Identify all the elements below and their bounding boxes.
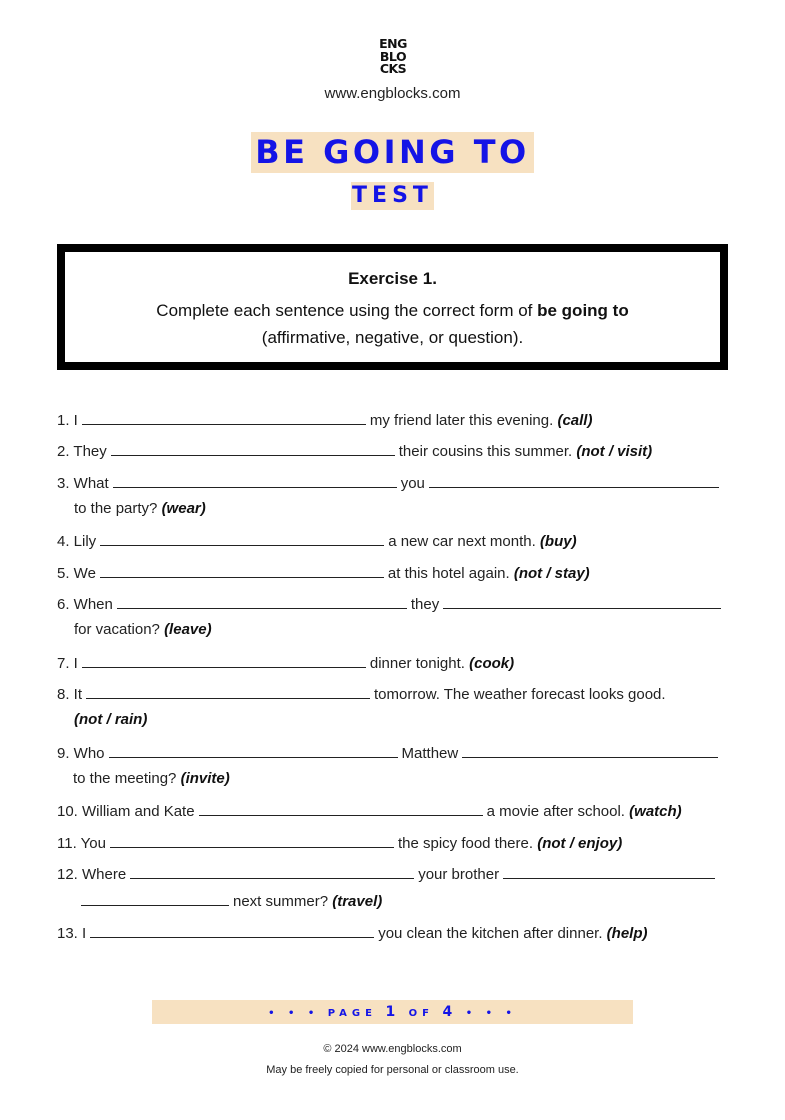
question-text: 4. Lily — [57, 533, 97, 550]
verb-hint: (not / enjoy) — [537, 835, 623, 852]
site-url[interactable]: www.engblocks.com — [324, 85, 461, 102]
answer-blank[interactable] — [110, 833, 394, 848]
logo-line-2: BLO — [379, 48, 407, 64]
answer-blank[interactable] — [429, 473, 719, 488]
question-text: 3. What — [57, 475, 109, 492]
question-text: 1. I — [57, 412, 78, 429]
question-8 — [57, 684, 666, 703]
question-9-continuation — [73, 770, 230, 787]
answer-blank[interactable] — [109, 743, 398, 758]
question-text: 10. William and Kate — [57, 803, 195, 820]
question-2 — [57, 441, 652, 460]
engblocks-logo — [375, 38, 411, 76]
page-dots-right: • • • — [465, 1008, 517, 1019]
verb-hint: (not / visit) — [576, 443, 653, 460]
footer-license: May be freely copied for personal or classroom use. — [266, 1064, 519, 1076]
question-text: a new car next month. — [388, 533, 536, 550]
question-text: to the meeting? — [73, 770, 177, 787]
answer-blank[interactable] — [117, 594, 407, 609]
question-text: you clean the kitchen after dinner. — [378, 925, 603, 942]
answer-blank[interactable] — [100, 531, 384, 546]
instruction-text: Complete each sentence using the correct form of — [156, 301, 538, 320]
question-text: your brother — [418, 866, 500, 883]
answer-blank[interactable] — [113, 473, 397, 488]
question-text: you — [400, 475, 425, 492]
question-10 — [57, 801, 682, 820]
exercise-title: Exercise 1. — [348, 269, 437, 288]
verb-hint: (invite) — [180, 770, 230, 787]
question-text: next summer? — [233, 893, 329, 910]
verb-hint: (watch) — [629, 803, 682, 820]
instruction-bold-text: be going to — [537, 301, 629, 320]
question-text: 13. I — [57, 925, 87, 942]
question-text: 5. We — [57, 565, 96, 582]
question-11 — [57, 833, 622, 852]
question-text: dinner tonight. — [369, 655, 465, 672]
question-text: 9. Who — [57, 745, 105, 762]
answer-blank[interactable] — [443, 594, 721, 609]
logo-line-1: ENG — [379, 36, 407, 51]
verb-hint: (not / stay) — [513, 565, 590, 582]
answer-blank[interactable] — [130, 864, 414, 879]
question-9 — [57, 743, 722, 762]
question-12-continuation — [77, 891, 382, 910]
verb-hint: (travel) — [332, 893, 383, 910]
question-text: a movie after school. — [486, 803, 625, 820]
question-7 — [57, 653, 514, 672]
question-12 — [57, 864, 719, 883]
verb-hint: (help) — [606, 925, 648, 942]
page-word: PAGE — [327, 1008, 377, 1019]
question-3 — [57, 473, 723, 492]
question-text: my friend later this evening. — [369, 412, 554, 429]
question-text: for vacation? — [74, 621, 160, 638]
question-text: 6. When — [57, 596, 113, 613]
page-indicator — [152, 1000, 633, 1024]
question-1 — [57, 410, 592, 429]
worksheet-subtitle: TEST — [352, 183, 433, 208]
verb-hint: (not / rain) — [74, 711, 148, 728]
question-text: the spicy food there. — [397, 835, 534, 852]
question-6 — [57, 594, 725, 613]
page-dots-left: • • • — [268, 1008, 320, 1019]
question-text: 12. Where — [57, 866, 127, 883]
question-13 — [57, 923, 648, 942]
answer-blank[interactable] — [82, 653, 366, 668]
answer-blank[interactable] — [82, 410, 366, 425]
question-text: 8. It — [57, 686, 83, 703]
question-text: 11. You — [57, 835, 106, 852]
answer-blank[interactable] — [199, 801, 483, 816]
instruction-text-end: (affirmative, negative, or question). — [261, 328, 524, 347]
exercise-instruction — [65, 297, 720, 351]
question-6-continuation — [74, 621, 212, 638]
question-5 — [57, 563, 590, 582]
verb-hint: (leave) — [164, 621, 212, 638]
answer-blank[interactable] — [462, 743, 718, 758]
answer-blank[interactable] — [111, 441, 395, 456]
verb-hint: (call) — [557, 412, 593, 429]
answer-blank[interactable] — [100, 563, 384, 578]
verb-hint: (wear) — [161, 500, 206, 517]
question-text: tomorrow. The weather forecast looks good. — [374, 686, 666, 703]
question-text: their cousins this summer. — [398, 443, 573, 460]
worksheet-title: BE GOING TO — [251, 132, 534, 173]
total-pages-number: 4 — [442, 1004, 458, 1020]
question-4 — [57, 531, 577, 550]
exercise-instructions-box — [57, 244, 728, 370]
answer-blank[interactable] — [81, 891, 229, 906]
answer-blank[interactable] — [90, 923, 374, 938]
verb-hint: (cook) — [469, 655, 515, 672]
question-text: to the party? — [74, 500, 158, 517]
question-text: at this hotel again. — [387, 565, 510, 582]
question-text: they — [410, 596, 440, 613]
current-page-number: 1 — [385, 1004, 401, 1020]
answer-blank[interactable] — [503, 864, 715, 879]
question-text: 2. They — [57, 443, 107, 460]
question-3-continuation — [74, 500, 206, 517]
footer-copyright: © 2024 www.engblocks.com — [323, 1043, 462, 1055]
of-word: OF — [408, 1008, 435, 1019]
question-8-continuation — [74, 711, 147, 728]
answer-blank[interactable] — [86, 684, 370, 699]
logo-line-3: CKS — [379, 61, 407, 76]
question-text: Matthew — [401, 745, 459, 762]
verb-hint: (buy) — [539, 533, 577, 550]
question-text: 7. I — [57, 655, 78, 672]
